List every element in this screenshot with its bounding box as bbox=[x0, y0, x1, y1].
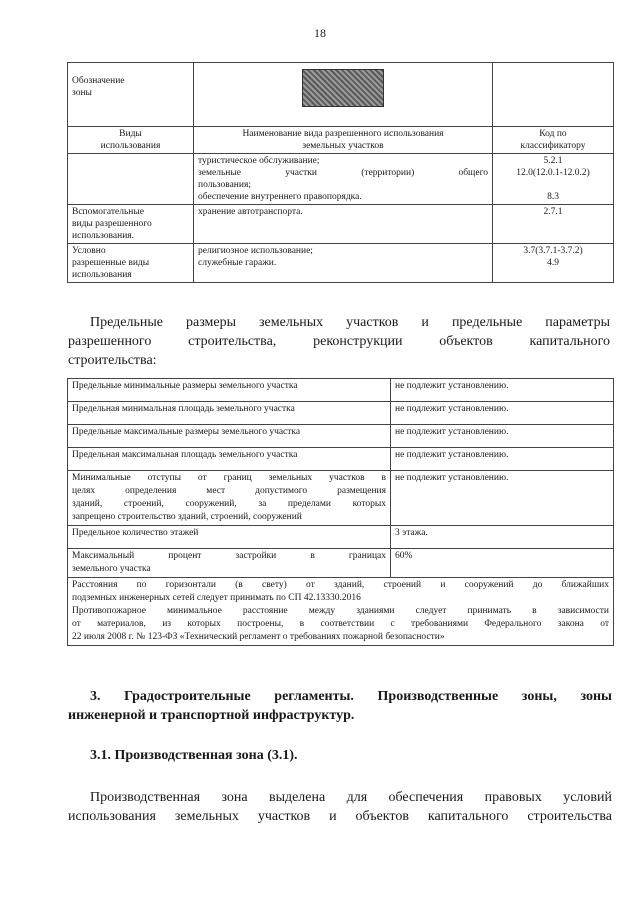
page-number: 18 bbox=[314, 26, 326, 40]
intro-line: строительства: bbox=[68, 353, 157, 368]
spacer bbox=[497, 179, 609, 191]
heading-line: 3. Градостроительные регламенты. Производственные зоны, зоны bbox=[90, 689, 612, 704]
use-code: 8.3 bbox=[547, 192, 559, 202]
code-header bbox=[493, 127, 614, 154]
coverage-row bbox=[68, 549, 614, 578]
label-line: Минимальные отступы от границ земельных участков в bbox=[72, 473, 386, 483]
zone-symbol-cell bbox=[194, 63, 493, 127]
use-name: пользования; bbox=[198, 180, 251, 190]
label-line: зданий, строений, сооружений, за пределами которых bbox=[72, 499, 386, 509]
header-line: Код по bbox=[539, 129, 567, 139]
paragraph-line: Производственная зона выделена для обеспечения правовых условий bbox=[90, 790, 612, 805]
label-line: виды разрешенного bbox=[72, 219, 152, 229]
auxiliary-name: хранение автотранспорта. bbox=[194, 205, 493, 244]
setback-note bbox=[68, 578, 614, 646]
use-code: 5.2.1 bbox=[543, 156, 563, 166]
empty-cell bbox=[493, 63, 614, 127]
building-parameters-table bbox=[67, 378, 614, 646]
note-line: от материалов, из которых построены, в соответствии с требованиями Федерального закона от bbox=[72, 619, 609, 629]
setback-row bbox=[68, 471, 614, 526]
param-label: Предельные максимальные размеры земельного участка bbox=[68, 425, 391, 448]
note-line: Расстояния по горизонтали (в свету) от зданий, строений и сооружений до ближайших bbox=[72, 580, 609, 590]
use-code: 3.7(3.7.1-3.7.2) bbox=[523, 246, 583, 256]
designation-label-cell bbox=[68, 63, 194, 127]
label-line: Вспомогательные bbox=[72, 207, 144, 217]
param-value: не подлежит установлению. bbox=[391, 425, 614, 448]
use-code: 12.0(12.0.1-12.0.2) bbox=[516, 168, 590, 178]
floors-row bbox=[68, 526, 614, 549]
types-header bbox=[68, 127, 194, 154]
param-label: Предельная минимальная площадь земельного участка bbox=[68, 402, 391, 425]
auxiliary-code: 2.7.1 bbox=[493, 205, 614, 244]
table-row bbox=[68, 379, 614, 402]
param-label: Предельная максимальная площадь земельного участка bbox=[68, 448, 391, 471]
designation-label-line: Обозначение bbox=[72, 76, 125, 86]
body-paragraph bbox=[68, 788, 612, 826]
conditional-names bbox=[194, 244, 493, 283]
param-label: Предельные минимальные размеры земельного участка bbox=[68, 379, 391, 402]
main-uses-row bbox=[68, 154, 614, 205]
param-value: не подлежит установлению. bbox=[391, 379, 614, 402]
note-line: подземных инженерных сетей следует принимать по СП 42.13330.2016 bbox=[72, 593, 361, 603]
use-name: земельные участки (территории) общего bbox=[198, 168, 488, 178]
note-line: Противопожарное минимальное расстояние между зданиями следует принимать в зависимости bbox=[72, 606, 609, 616]
label-line: запрещено строительство зданий, строений, сооружений bbox=[72, 512, 302, 522]
label-line: использования bbox=[72, 270, 132, 280]
paragraph-line: использования земельных участков и объектов капитального строительства bbox=[68, 809, 612, 824]
param-value: 60% bbox=[391, 549, 614, 578]
param-value: не подлежит установлению. bbox=[391, 448, 614, 471]
label-line: Условно bbox=[72, 246, 106, 256]
header-line: Наименование вида разрешенного использования bbox=[242, 129, 444, 139]
use-name: религиозное использование; bbox=[198, 246, 313, 256]
table-row bbox=[68, 425, 614, 448]
label-line: использования. bbox=[72, 231, 135, 241]
label-line: разрешенные виды bbox=[72, 258, 150, 268]
note-line: 22 июля 2008 г. № 123-ФЗ «Технический регламент о требованиях пожарной безопасности» bbox=[72, 632, 445, 642]
param-value: не подлежит установлению. bbox=[391, 402, 614, 425]
use-name: служебные гаражи. bbox=[198, 258, 277, 268]
zone-hatch-symbol bbox=[302, 69, 384, 107]
main-uses-label-cell bbox=[68, 154, 194, 205]
designation-label-line: зоны bbox=[72, 88, 92, 98]
section-3-1-heading: 3.1. Производственная зона (3.1). bbox=[90, 748, 298, 763]
header-line: земельных участков bbox=[302, 141, 384, 151]
table-row bbox=[68, 402, 614, 425]
label-line: земельного участка bbox=[72, 564, 151, 574]
intro-line: разрешенного строительства, реконструкции объектов капитального bbox=[68, 334, 610, 349]
setback-label bbox=[68, 471, 391, 526]
heading-line: инженерной и транспортной инфраструктур. bbox=[68, 708, 355, 723]
zone-uses-table bbox=[67, 62, 614, 283]
section-3-heading bbox=[68, 687, 612, 725]
conditional-uses-row bbox=[68, 244, 614, 283]
auxiliary-uses-row bbox=[68, 205, 614, 244]
param-label: Предельное количество этажей bbox=[68, 526, 391, 549]
param-value: не подлежит установлению. bbox=[391, 471, 614, 526]
header-line: использования bbox=[100, 141, 161, 151]
table-row bbox=[68, 448, 614, 471]
limits-intro-paragraph bbox=[68, 313, 610, 370]
use-name: туристическое обслуживание; bbox=[198, 156, 320, 166]
label-line: целях определения мест допустимого размещения bbox=[72, 486, 386, 496]
main-uses-codes bbox=[493, 154, 614, 205]
zone-designation-row bbox=[68, 63, 614, 127]
use-name: обеспечение внутреннего правопорядка. bbox=[198, 192, 362, 202]
name-header bbox=[194, 127, 493, 154]
table-header-row bbox=[68, 127, 614, 154]
header-line: Виды bbox=[119, 129, 142, 139]
note-row bbox=[68, 578, 614, 646]
param-value: 3 этажа. bbox=[391, 526, 614, 549]
main-uses-names bbox=[194, 154, 493, 205]
intro-line: Предельные размеры земельных участков и предельные параметры bbox=[90, 315, 610, 330]
coverage-label bbox=[68, 549, 391, 578]
conditional-codes bbox=[493, 244, 614, 283]
header-line: классификатору bbox=[520, 141, 586, 151]
label-line: Максимальный процент застройки в границах bbox=[72, 551, 386, 561]
use-code: 4.9 bbox=[547, 258, 559, 268]
conditional-label bbox=[68, 244, 194, 283]
auxiliary-label bbox=[68, 205, 194, 244]
